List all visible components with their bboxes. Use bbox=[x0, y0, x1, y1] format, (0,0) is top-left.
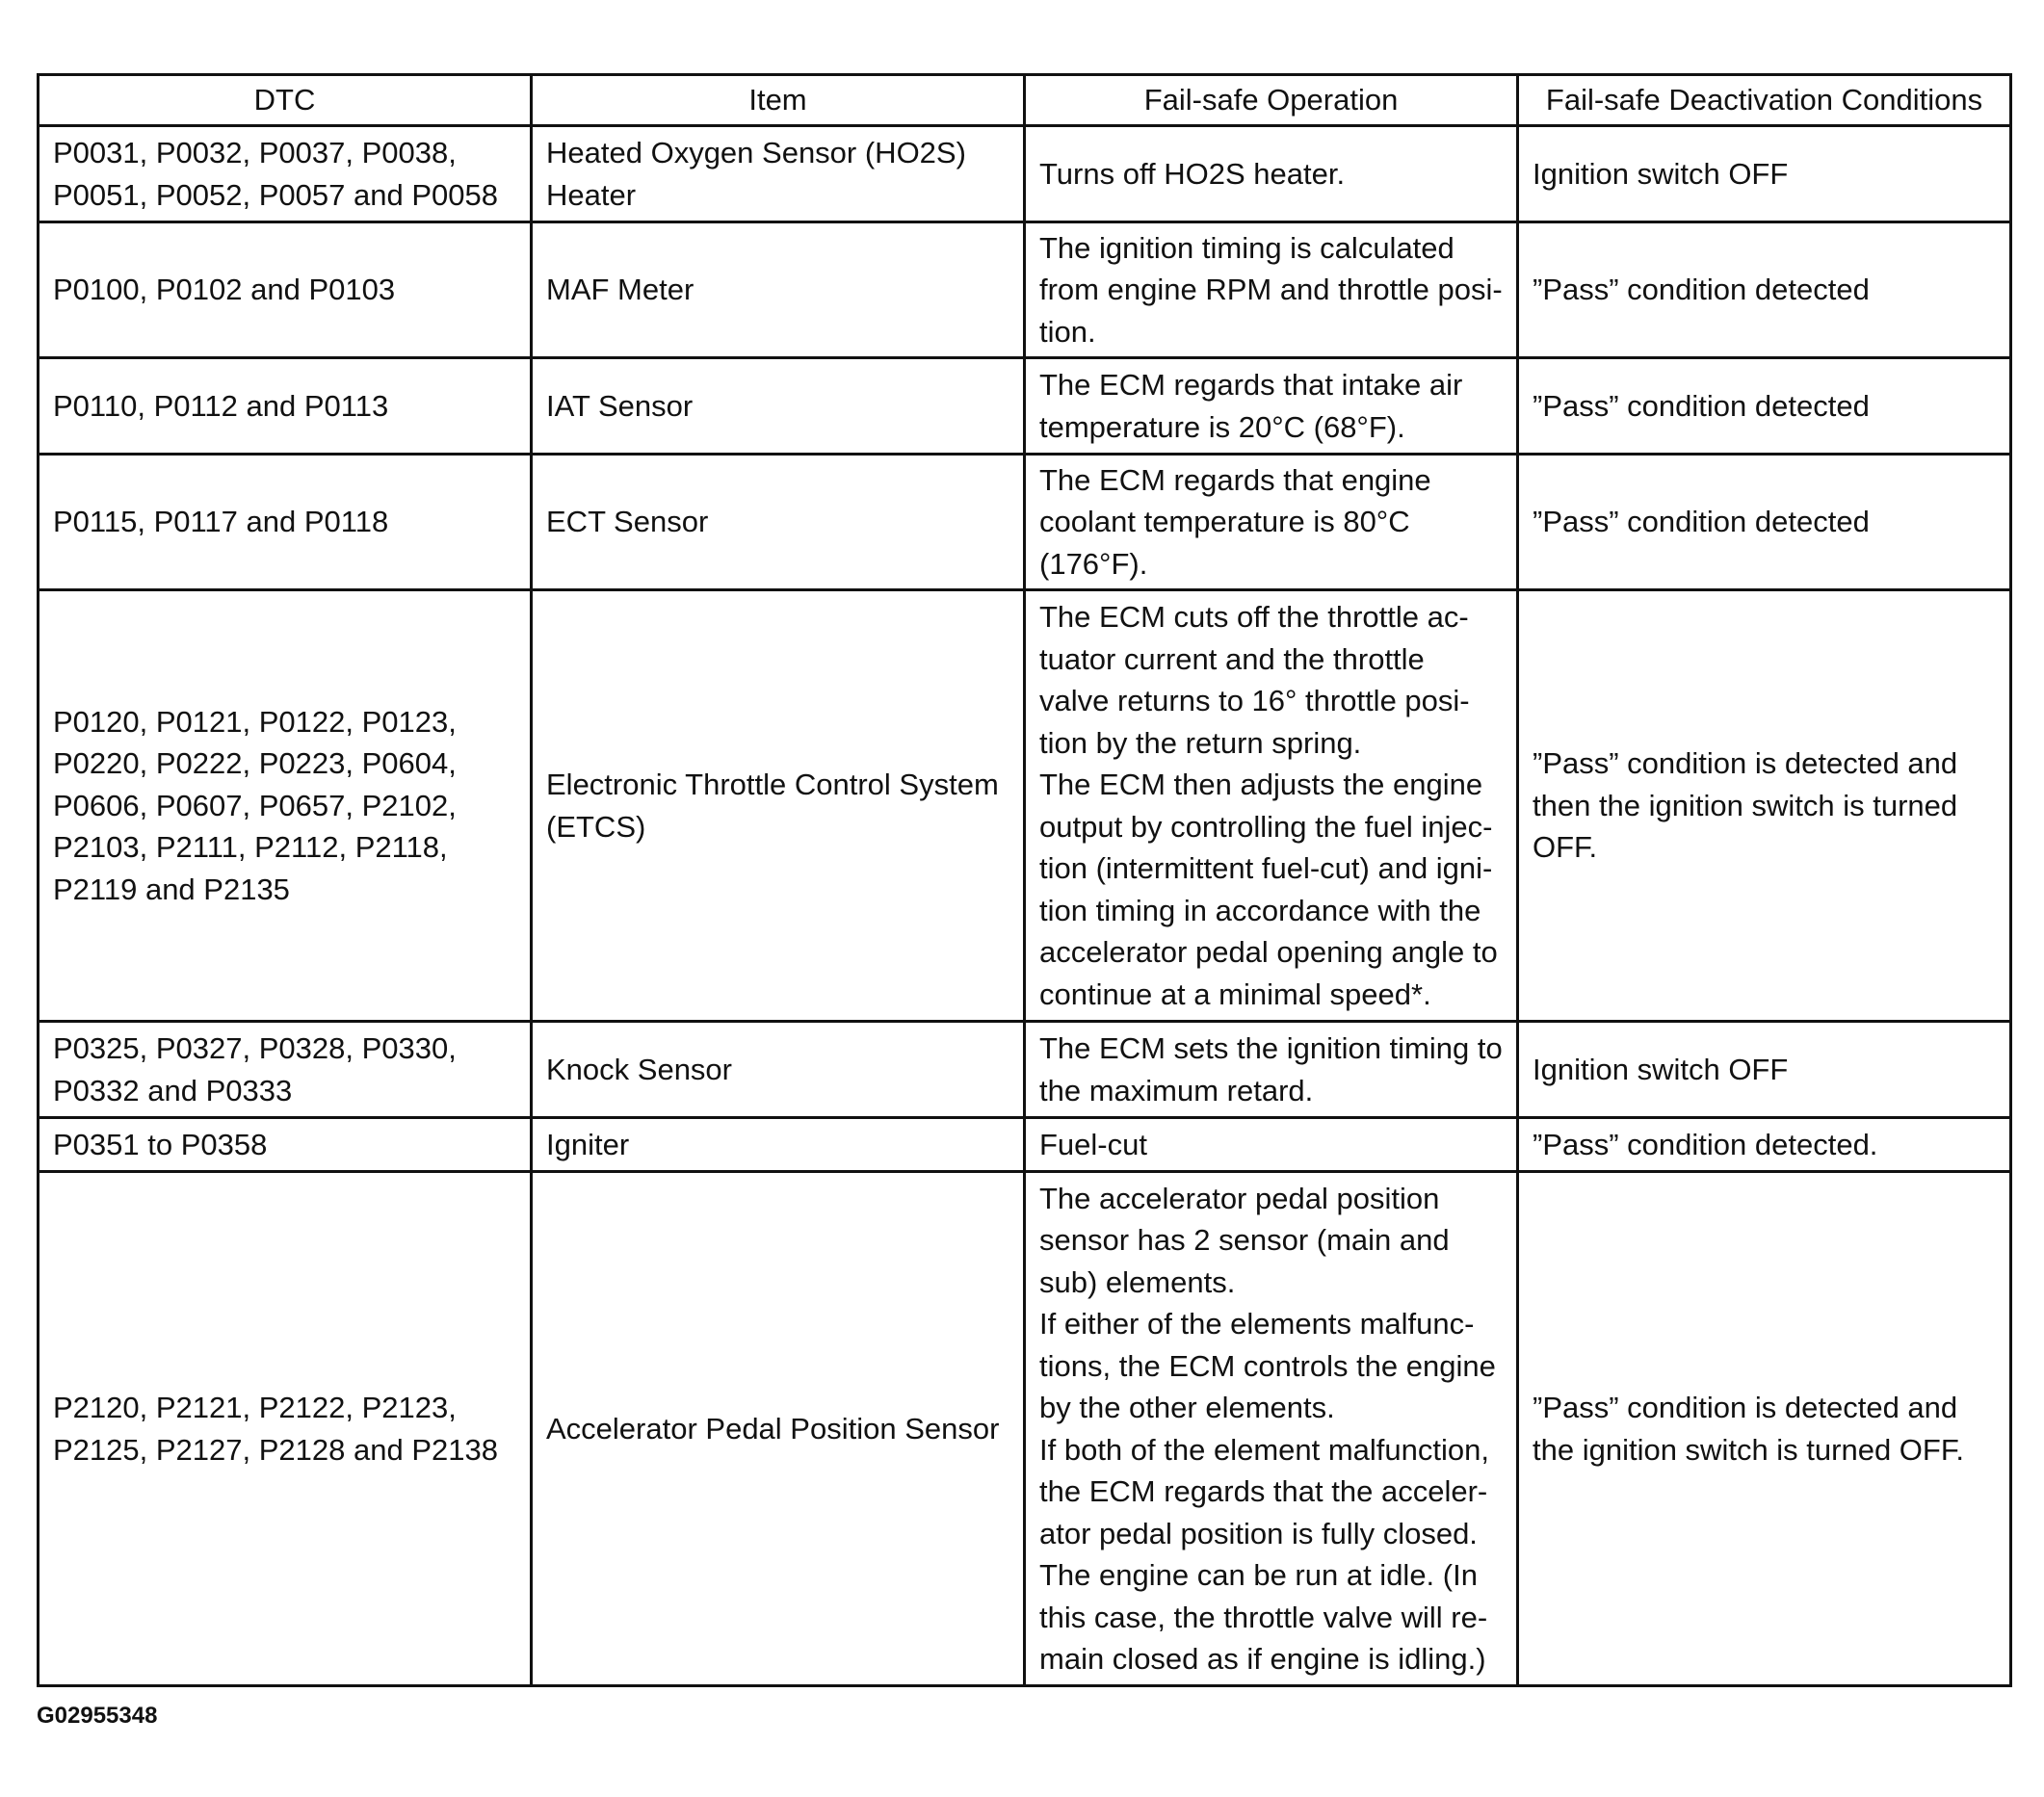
header-dtc: DTC bbox=[39, 75, 532, 126]
cell-item: Electronic Throttle Control System (ETCS) bbox=[532, 590, 1025, 1022]
cell-operation: The ECM sets the ignition timing to the maximum retard. bbox=[1025, 1022, 1518, 1118]
cell-deactivation: Ignition switch OFF bbox=[1518, 1022, 2011, 1118]
cell-dtc: P0325, P0327, P0328, P0330, P0332 and P0333 bbox=[39, 1022, 532, 1118]
table-header bbox=[39, 75, 2011, 126]
cell-dtc: P0031, P0032, P0037, P0038, P0051, P0052, P0057 and P0058 bbox=[39, 126, 532, 222]
table-row bbox=[39, 222, 2011, 358]
cell-operation: The ECM regards that engine coolant temperature is 80°C (176°F). bbox=[1025, 455, 1518, 590]
table-row bbox=[39, 1022, 2011, 1118]
cell-operation: The accelerator pedal position sensor has 2 sensor (main and sub) elements. If either of the elements malfunc- tions, the ECM controls the engine by the other elements. If both of the element malfunction, the ECM regards that the acceler- ator pedal position is fully closed. The engine can be run at idle. (In this case, the throttle valve will re- main closed as if engine is idling.) bbox=[1025, 1172, 1518, 1686]
cell-item: Heated Oxygen Sensor (HO2S) Heater bbox=[532, 126, 1025, 222]
header-deactivation-conditions: Fail-safe Deactivation Conditions bbox=[1518, 75, 2011, 126]
cell-deactivation: ”Pass” condition detected bbox=[1518, 455, 2011, 590]
cell-operation: The ignition timing is calculated from engine RPM and throttle posi- tion. bbox=[1025, 222, 1518, 358]
cell-operation: The ECM regards that intake air temperature is 20°C (68°F). bbox=[1025, 358, 1518, 455]
cell-deactivation: ”Pass” condition detected. bbox=[1518, 1118, 2011, 1172]
cell-item: IAT Sensor bbox=[532, 358, 1025, 455]
table-row bbox=[39, 126, 2011, 222]
header-failsafe-operation: Fail-safe Operation bbox=[1025, 75, 1518, 126]
table-row bbox=[39, 1172, 2011, 1686]
table-body bbox=[39, 126, 2011, 1686]
table-row bbox=[39, 358, 2011, 455]
cell-dtc: P0110, P0112 and P0113 bbox=[39, 358, 532, 455]
header-item: Item bbox=[532, 75, 1025, 126]
cell-operation: Fuel-cut bbox=[1025, 1118, 1518, 1172]
cell-dtc: P2120, P2121, P2122, P2123, P2125, P2127, P2128 and P2138 bbox=[39, 1172, 532, 1686]
table-row bbox=[39, 455, 2011, 590]
cell-dtc: P0115, P0117 and P0118 bbox=[39, 455, 532, 590]
cell-deactivation: ”Pass” condition is detected and the ignition switch is turned OFF. bbox=[1518, 1172, 2011, 1686]
cell-item: Knock Sensor bbox=[532, 1022, 1025, 1118]
cell-item: Igniter bbox=[532, 1118, 1025, 1172]
cell-operation: Turns off HO2S heater. bbox=[1025, 126, 1518, 222]
cell-dtc: P0351 to P0358 bbox=[39, 1118, 532, 1172]
cell-dtc: P0100, P0102 and P0103 bbox=[39, 222, 532, 358]
table-row bbox=[39, 590, 2011, 1022]
cell-deactivation: ”Pass” condition detected bbox=[1518, 222, 2011, 358]
cell-dtc: P0120, P0121, P0122, P0123, P0220, P0222, P0223, P0604, P0606, P0607, P0657, P2102, P2103, P2111, P2112, P2118, P2119 and P2135 bbox=[39, 590, 532, 1022]
table-row bbox=[39, 1118, 2011, 1172]
cell-item: ECT Sensor bbox=[532, 455, 1025, 590]
figure-id: G02955348 bbox=[37, 1703, 158, 1729]
cell-deactivation: ”Pass” condition detected bbox=[1518, 358, 2011, 455]
failsafe-table bbox=[37, 73, 2012, 1687]
cell-item: Accelerator Pedal Position Sensor bbox=[532, 1172, 1025, 1686]
cell-item: MAF Meter bbox=[532, 222, 1025, 358]
cell-operation: The ECM cuts off the throttle ac- tuator current and the throttle valve returns to 16° throttle posi- tion by the return spring. The ECM then adjusts the engine output by controlling the fuel injec- tion (intermittent fuel-cut) and igni- tion timing in accordance with the accelerator pedal opening angle to continue at a minimal speed*. bbox=[1025, 590, 1518, 1022]
cell-deactivation: ”Pass” condition is detected and then the ignition switch is turned OFF. bbox=[1518, 590, 2011, 1022]
cell-deactivation: Ignition switch OFF bbox=[1518, 126, 2011, 222]
header-row bbox=[39, 75, 2011, 126]
